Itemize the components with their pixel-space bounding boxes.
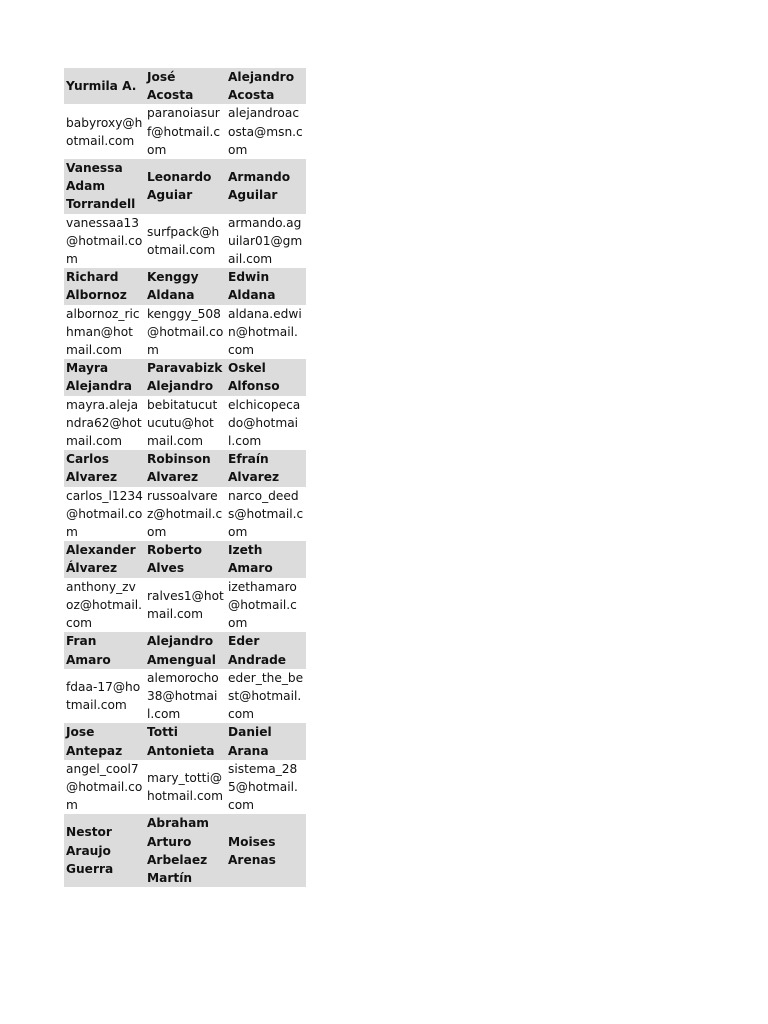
email-row [64,578,306,633]
name-row [64,359,306,395]
contact-name-cell: Jose Antepaz [64,723,145,759]
contact-email-cell: anthony_zvoz@hotmail.com [64,578,145,633]
contact-email-cell: ralves1@hotmail.com [145,578,226,633]
contact-name-cell: Carlos Alvarez [64,450,145,486]
contact-name-cell: Alejandro Acosta [226,68,306,104]
contact-email-cell: armando.aguilar01@gmail.com [226,214,306,269]
email-row [64,669,306,724]
contact-email-cell: bebitatucutucutu@hotmail.com [145,396,226,451]
name-row [64,268,306,304]
contact-name-cell: Vanessa Adam Torrandell [64,159,145,214]
contact-name-cell: Roberto Alves [145,541,226,577]
contact-name-cell: José Acosta [145,68,226,104]
contact-name-cell: Nestor Araujo Guerra [64,814,145,887]
email-row [64,760,306,815]
name-row [64,450,306,486]
contact-name-cell: Paravabizk Alejandro [145,359,226,395]
contact-name-cell: Leonardo Aguiar [145,159,226,214]
contact-email-cell: izethamaro@hotmail.com [226,578,306,633]
name-row [64,723,306,759]
contact-email-cell: mayra.alejandra62@hotmail.com [64,396,145,451]
contact-name-cell: Armando Aguilar [226,159,306,214]
contact-email-cell: albornoz_richman@hotmail.com [64,305,145,360]
email-row [64,104,306,159]
contact-name-cell: Efraín Alvarez [226,450,306,486]
contact-name-cell: Oskel Alfonso [226,359,306,395]
contact-email-cell: fdaa-17@hotmail.com [64,669,145,724]
contact-name-cell: Richard Albornoz [64,268,145,304]
contact-email-cell: sistema_285@hotmail.com [226,760,306,815]
contact-email-cell: babyroxy@hotmail.com [64,104,145,159]
contact-name-cell: Edwin Aldana [226,268,306,304]
contact-email-cell: surfpack@hotmail.com [145,214,226,269]
contact-email-cell: mary_totti@hotmail.com [145,760,226,815]
contact-name-cell: Daniel Arana [226,723,306,759]
name-row [64,814,306,887]
contact-name-cell: Izeth Amaro [226,541,306,577]
contact-name-cell: Mayra Alejandra [64,359,145,395]
email-row [64,487,306,542]
contact-email-cell: paranoiasurf@hotmail.com [145,104,226,159]
contacts-table-body [64,68,306,887]
contact-email-cell: eder_the_best@hotmail.com [226,669,306,724]
name-row [64,632,306,668]
contact-name-cell: Alexander Álvarez [64,541,145,577]
contact-name-cell: Robinson Alvarez [145,450,226,486]
contact-name-cell: Alejandro Amengual [145,632,226,668]
contact-name-cell: Kenggy Aldana [145,268,226,304]
contact-name-cell: Totti Antonieta [145,723,226,759]
contact-email-cell: angel_cool7@hotmail.com [64,760,145,815]
contact-name-cell: Eder Andrade [226,632,306,668]
email-row [64,396,306,451]
name-row [64,159,306,214]
contacts-table [64,68,306,887]
contact-name-cell: Yurmila A. [64,68,145,104]
contact-email-cell: narco_deeds@hotmail.com [226,487,306,542]
contact-email-cell: kenggy_508@hotmail.com [145,305,226,360]
name-row [64,541,306,577]
contact-email-cell: alemorocho38@hotmail.com [145,669,226,724]
name-row [64,68,306,104]
contact-email-cell: elchicopecado@hotmail.com [226,396,306,451]
contact-name-cell: Moises Arenas [226,814,306,887]
email-row [64,305,306,360]
contact-name-cell: Abraham Arturo Arbelaez Martín [145,814,226,887]
contact-email-cell: alejandroacosta@msn.com [226,104,306,159]
contact-name-cell: Fran Amaro [64,632,145,668]
contact-email-cell: vanessaa13@hotmail.com [64,214,145,269]
email-row [64,214,306,269]
contact-email-cell: russoalvarez@hotmail.com [145,487,226,542]
contact-email-cell: carlos_l1234@hotmail.com [64,487,145,542]
contact-email-cell: aldana.edwin@hotmail.com [226,305,306,360]
